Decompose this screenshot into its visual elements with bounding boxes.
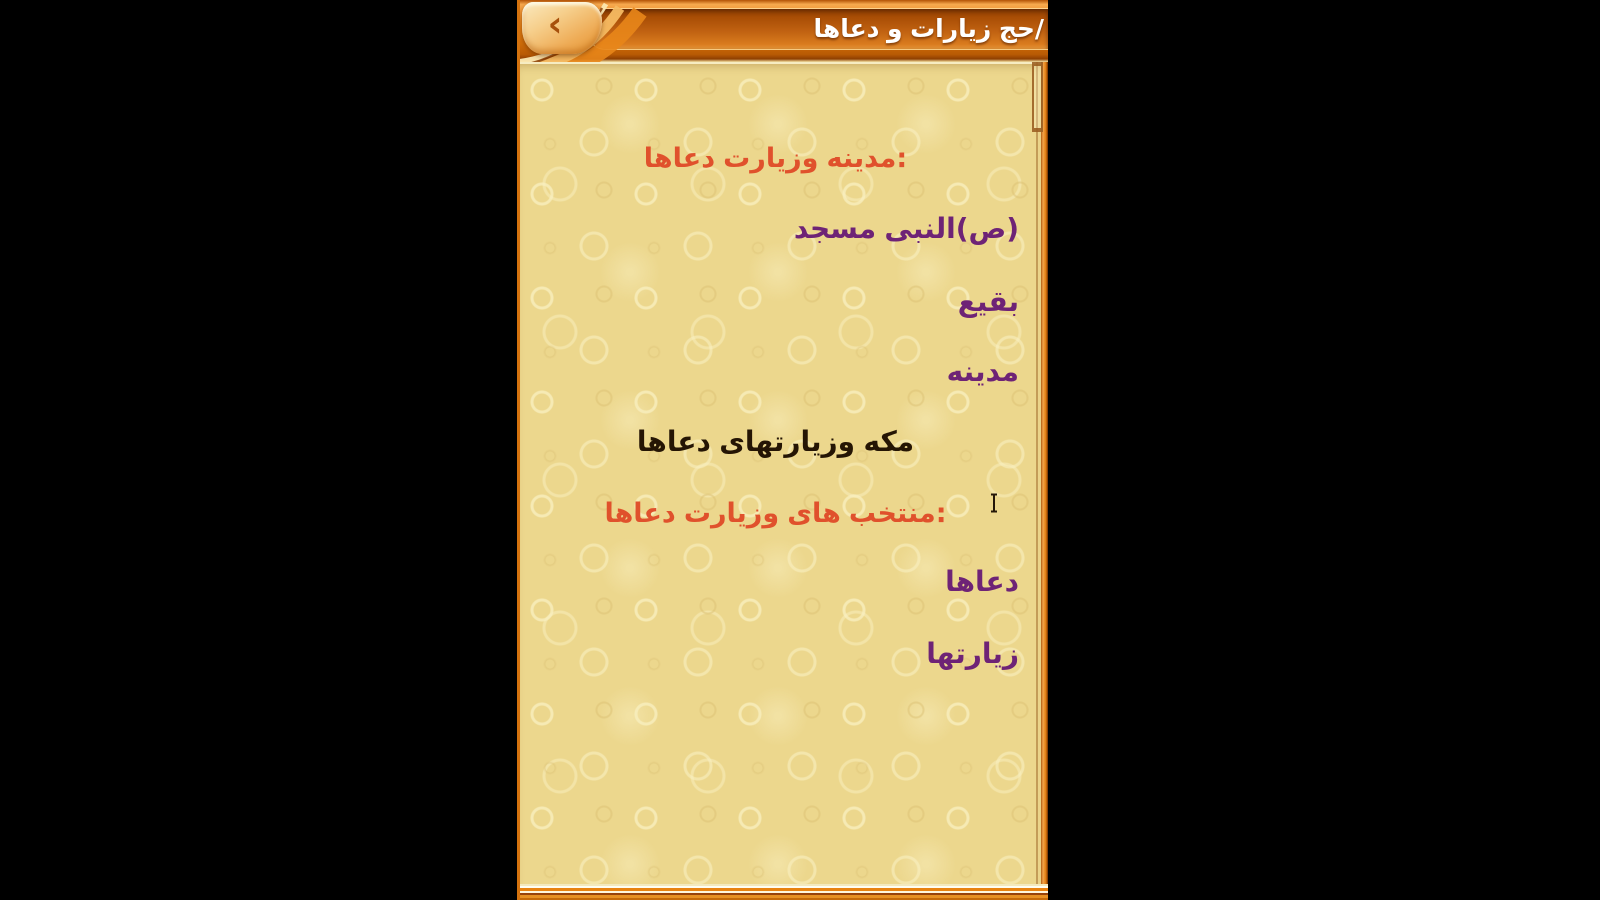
bottom-frame-border — [520, 884, 1048, 900]
menu-item[interactable]: زیارتها — [926, 637, 1019, 670]
content-area — [520, 62, 1041, 884]
section-header: دعاها وزیارت مدینه : — [643, 143, 908, 174]
right-frame-border — [1041, 62, 1048, 900]
app-header — [520, 0, 1048, 62]
scrollbar-track[interactable] — [1036, 62, 1038, 884]
app-window — [517, 0, 1048, 900]
back-chevron-icon: ‹ — [547, 4, 563, 45]
menu-item[interactable]: مسجد النبی ( ص ) — [793, 212, 1019, 245]
menu-item[interactable]: بقیع — [957, 285, 1019, 318]
menu-item[interactable]: دعاها — [945, 565, 1019, 598]
scrollbar-thumb[interactable] — [1032, 62, 1043, 132]
page-title: دعاها و زیارات حج / — [813, 14, 1044, 43]
menu-item[interactable]: مدینه — [946, 355, 1019, 388]
section-header: دعاها وزیارت های منتخب : — [604, 498, 947, 529]
back-button[interactable] — [522, 2, 602, 54]
menu-item[interactable]: دعاها وزیارتهای مکه — [636, 425, 915, 458]
menu-list — [520, 64, 1041, 884]
title-bar — [586, 9, 1048, 49]
